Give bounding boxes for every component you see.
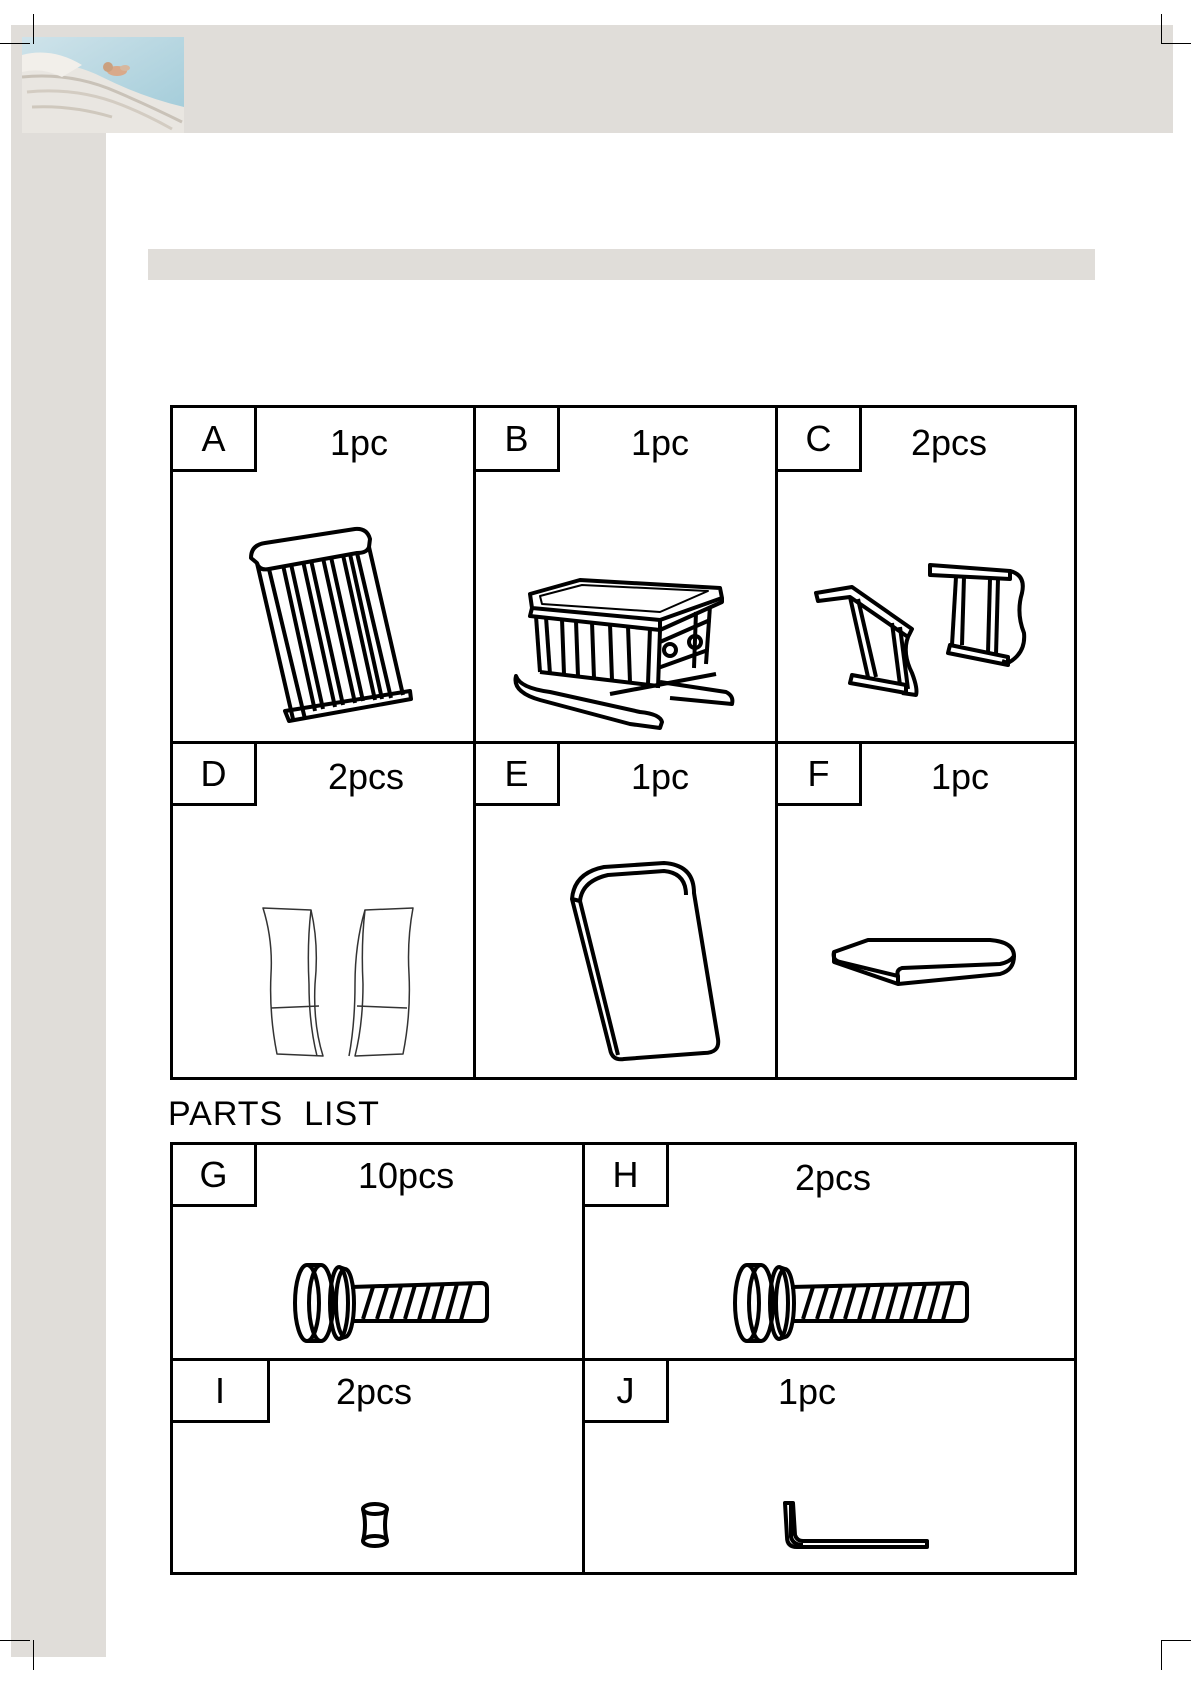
part-letter: A [173, 408, 257, 472]
angel-on-feathers-photo [22, 37, 184, 133]
seat-cushion-icon [830, 934, 1020, 994]
part-quantity: 1pc [931, 756, 990, 797]
part-cell-f [778, 744, 1074, 1077]
part-quantity: 1pc [631, 422, 690, 463]
crop-mark-bottom-right-h [1161, 1640, 1191, 1641]
part-cell-g [173, 1145, 585, 1361]
crop-mark-top-right [1161, 14, 1162, 44]
section-title-bar [148, 249, 1095, 280]
long-bolt-with-washer-icon [731, 1259, 971, 1349]
crop-mark-top-right-h [1161, 43, 1191, 44]
part-letter: D [173, 744, 257, 806]
crop-mark-top-left-h [0, 43, 30, 44]
part-cell-j [585, 1361, 1074, 1572]
part-letter: F [778, 744, 862, 806]
back-cushion-icon [564, 859, 734, 1064]
arm-cushion-icon [259, 904, 439, 1064]
part-cell-h [585, 1145, 1074, 1361]
part-letter: B [476, 408, 560, 472]
parts-list-heading: PARTS LIST [168, 1095, 380, 1133]
part-quantity: 2pcs [911, 422, 988, 463]
part-quantity: 2pcs [328, 756, 405, 797]
panel-parts-grid [170, 405, 1077, 1080]
part-letter: E [476, 744, 560, 806]
part-quantity: 1pc [330, 422, 389, 463]
part-cell-a [173, 408, 476, 744]
part-letter: J [585, 1361, 669, 1423]
part-cell-b [476, 408, 778, 744]
part-quantity: 2pcs [336, 1371, 413, 1412]
part-cell-i [173, 1361, 585, 1572]
part-quantity: 1pc [778, 1371, 837, 1412]
part-letter: C [778, 408, 862, 472]
crop-mark-bottom-left [33, 1640, 34, 1670]
part-cell-e [476, 744, 778, 1077]
crop-mark-top-left [33, 14, 34, 44]
left-margin-band [11, 25, 106, 1657]
bolt-with-washer-icon [291, 1259, 491, 1349]
crop-mark-bottom-right [1161, 1640, 1162, 1670]
part-quantity: 1pc [631, 756, 690, 797]
part-quantity: 10pcs [358, 1155, 455, 1196]
allen-key-icon [781, 1499, 931, 1553]
part-cell-d [173, 744, 476, 1077]
barrel-nut-icon [358, 1501, 392, 1549]
chair-back-icon [245, 523, 415, 728]
crop-mark-bottom-left-h [0, 1640, 30, 1641]
hardware-parts-grid [170, 1142, 1077, 1575]
glider-base-icon [510, 572, 740, 732]
armrest-icon [812, 553, 1042, 703]
part-letter: I [173, 1361, 270, 1423]
part-letter: G [173, 1145, 257, 1207]
header-band [11, 25, 1173, 133]
part-quantity: 2pcs [795, 1157, 872, 1198]
part-cell-c [778, 408, 1074, 744]
part-letter: H [585, 1145, 669, 1207]
